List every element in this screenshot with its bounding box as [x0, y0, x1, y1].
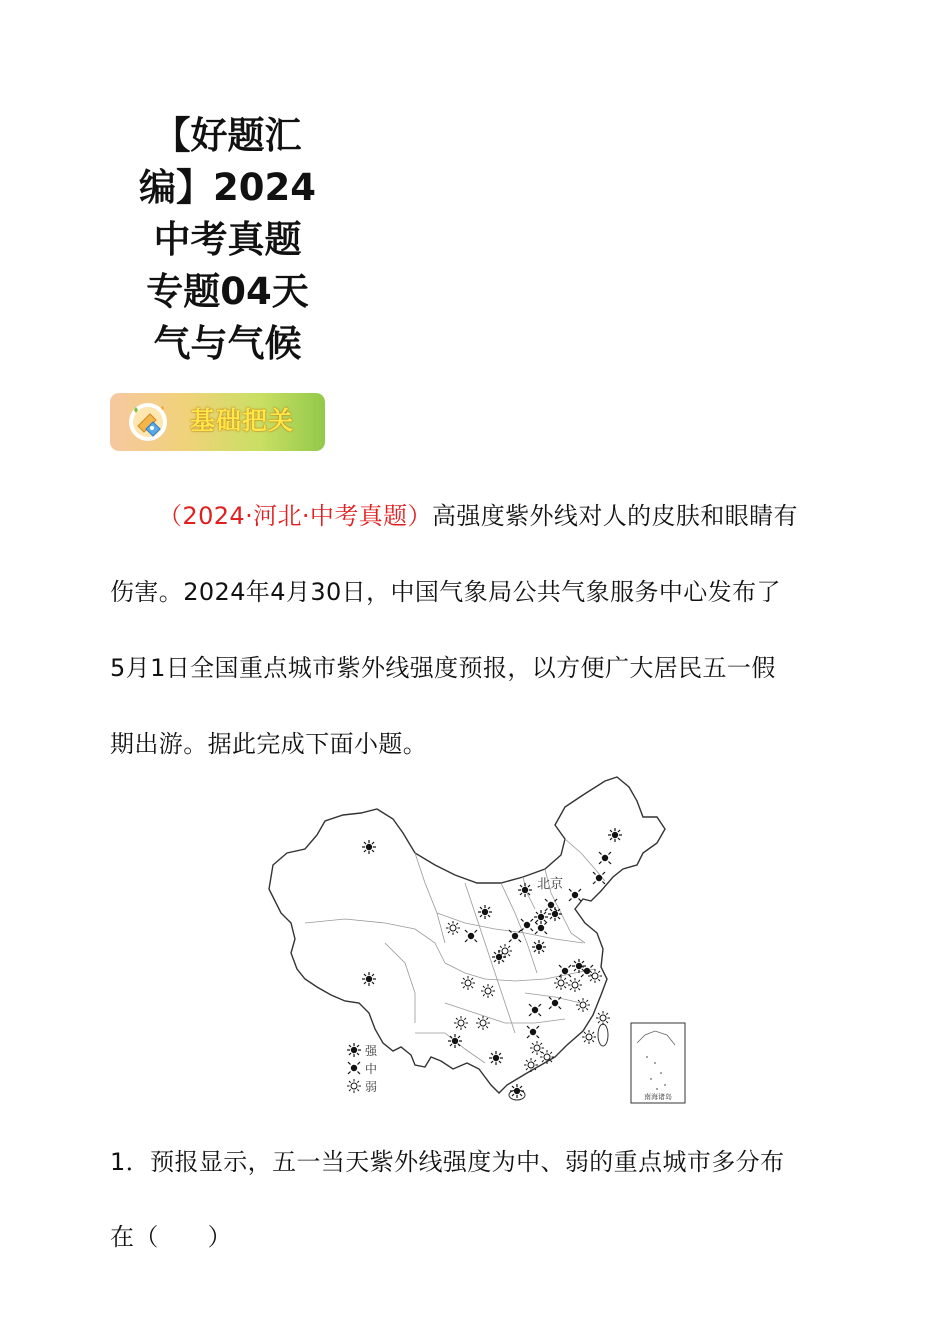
city-marker-weak: [454, 1016, 468, 1030]
document-title: [120, 110, 335, 370]
section-badge-label: 基础把关: [190, 406, 295, 435]
map-legend: [347, 1043, 378, 1094]
city-marker-strong: [478, 905, 492, 919]
city-marker-weak: [582, 1030, 596, 1044]
title-line-4: 专题04天: [146, 270, 309, 313]
city-marker-strong: [608, 828, 622, 842]
city-marker-strong: [448, 1034, 462, 1048]
city-marker-weak: [524, 1058, 538, 1072]
question-1-line-1: 1．预报显示，五一当天紫外线强度为中、弱的重点城市多分布: [110, 1148, 785, 1176]
inset-label: 南海诸岛: [644, 1093, 672, 1101]
city-marker-weak: [588, 969, 602, 983]
china-outline: [269, 777, 665, 1093]
city-marker-weak: [481, 984, 495, 998]
title-line-5: 气与气候: [153, 322, 302, 365]
city-marker-weak: [568, 978, 582, 992]
city-marker-weak: [461, 976, 475, 990]
city-marker-weak: [476, 1016, 490, 1030]
city-marker-strong: [510, 1084, 524, 1098]
title-line-3: 中考真题: [153, 218, 302, 261]
uv-forecast-map: [265, 773, 695, 1109]
city-marker-weak: [576, 998, 590, 1012]
city-marker-strong: [548, 907, 562, 921]
city-marker-strong: [534, 910, 548, 924]
pen-nib-icon: [128, 402, 168, 442]
question-1: [110, 1125, 840, 1275]
city-marker-weak: [530, 1041, 544, 1055]
city-marker-strong: [518, 883, 532, 897]
passage: [110, 478, 840, 782]
taiwan-island: [598, 1024, 608, 1046]
title-line-2: 编】2024: [139, 166, 316, 209]
passage-line-2: 伤害。2024年4月30日，中国气象局公共气象服务中心发布了: [110, 578, 781, 606]
legend-medium-label: 中: [365, 1062, 378, 1076]
sun-strong-icon: [347, 1043, 361, 1057]
sun-medium-icon: [348, 1062, 360, 1074]
city-marker-strong: [362, 840, 376, 854]
passage-line-1: [110, 478, 840, 554]
city-marker-weak: [446, 921, 460, 935]
title-line-1: 【好题汇: [153, 114, 302, 157]
sun-weak-icon: [347, 1079, 361, 1093]
section-badge: [110, 393, 325, 451]
city-marker-strong: [362, 972, 376, 986]
beijing-label: 北京: [537, 877, 564, 892]
question-1-line-2: 在（ ）: [110, 1223, 232, 1251]
city-marker-weak: [554, 976, 568, 990]
legend-strong-label: 强: [365, 1044, 378, 1058]
city-marker-strong: [532, 940, 546, 954]
south-china-sea-inset: [631, 1023, 685, 1103]
city-marker-weak: [540, 1050, 554, 1064]
city-marker-strong: [489, 1051, 503, 1065]
city-marker-weak: [498, 944, 512, 958]
passage-source: （2024·河北·中考真题）: [158, 502, 432, 530]
passage-line-4: 期出游。据此完成下面小题。: [110, 730, 428, 758]
city-marker-weak: [596, 1011, 610, 1025]
passage-line-3: 5月1日全国重点城市紫外线强度预报，以方便广大居民五一假: [110, 654, 776, 682]
legend-weak-label: 弱: [365, 1080, 378, 1094]
passage-line-1-text: 高强度紫外线对人的皮肤和眼睛有: [431, 502, 798, 530]
